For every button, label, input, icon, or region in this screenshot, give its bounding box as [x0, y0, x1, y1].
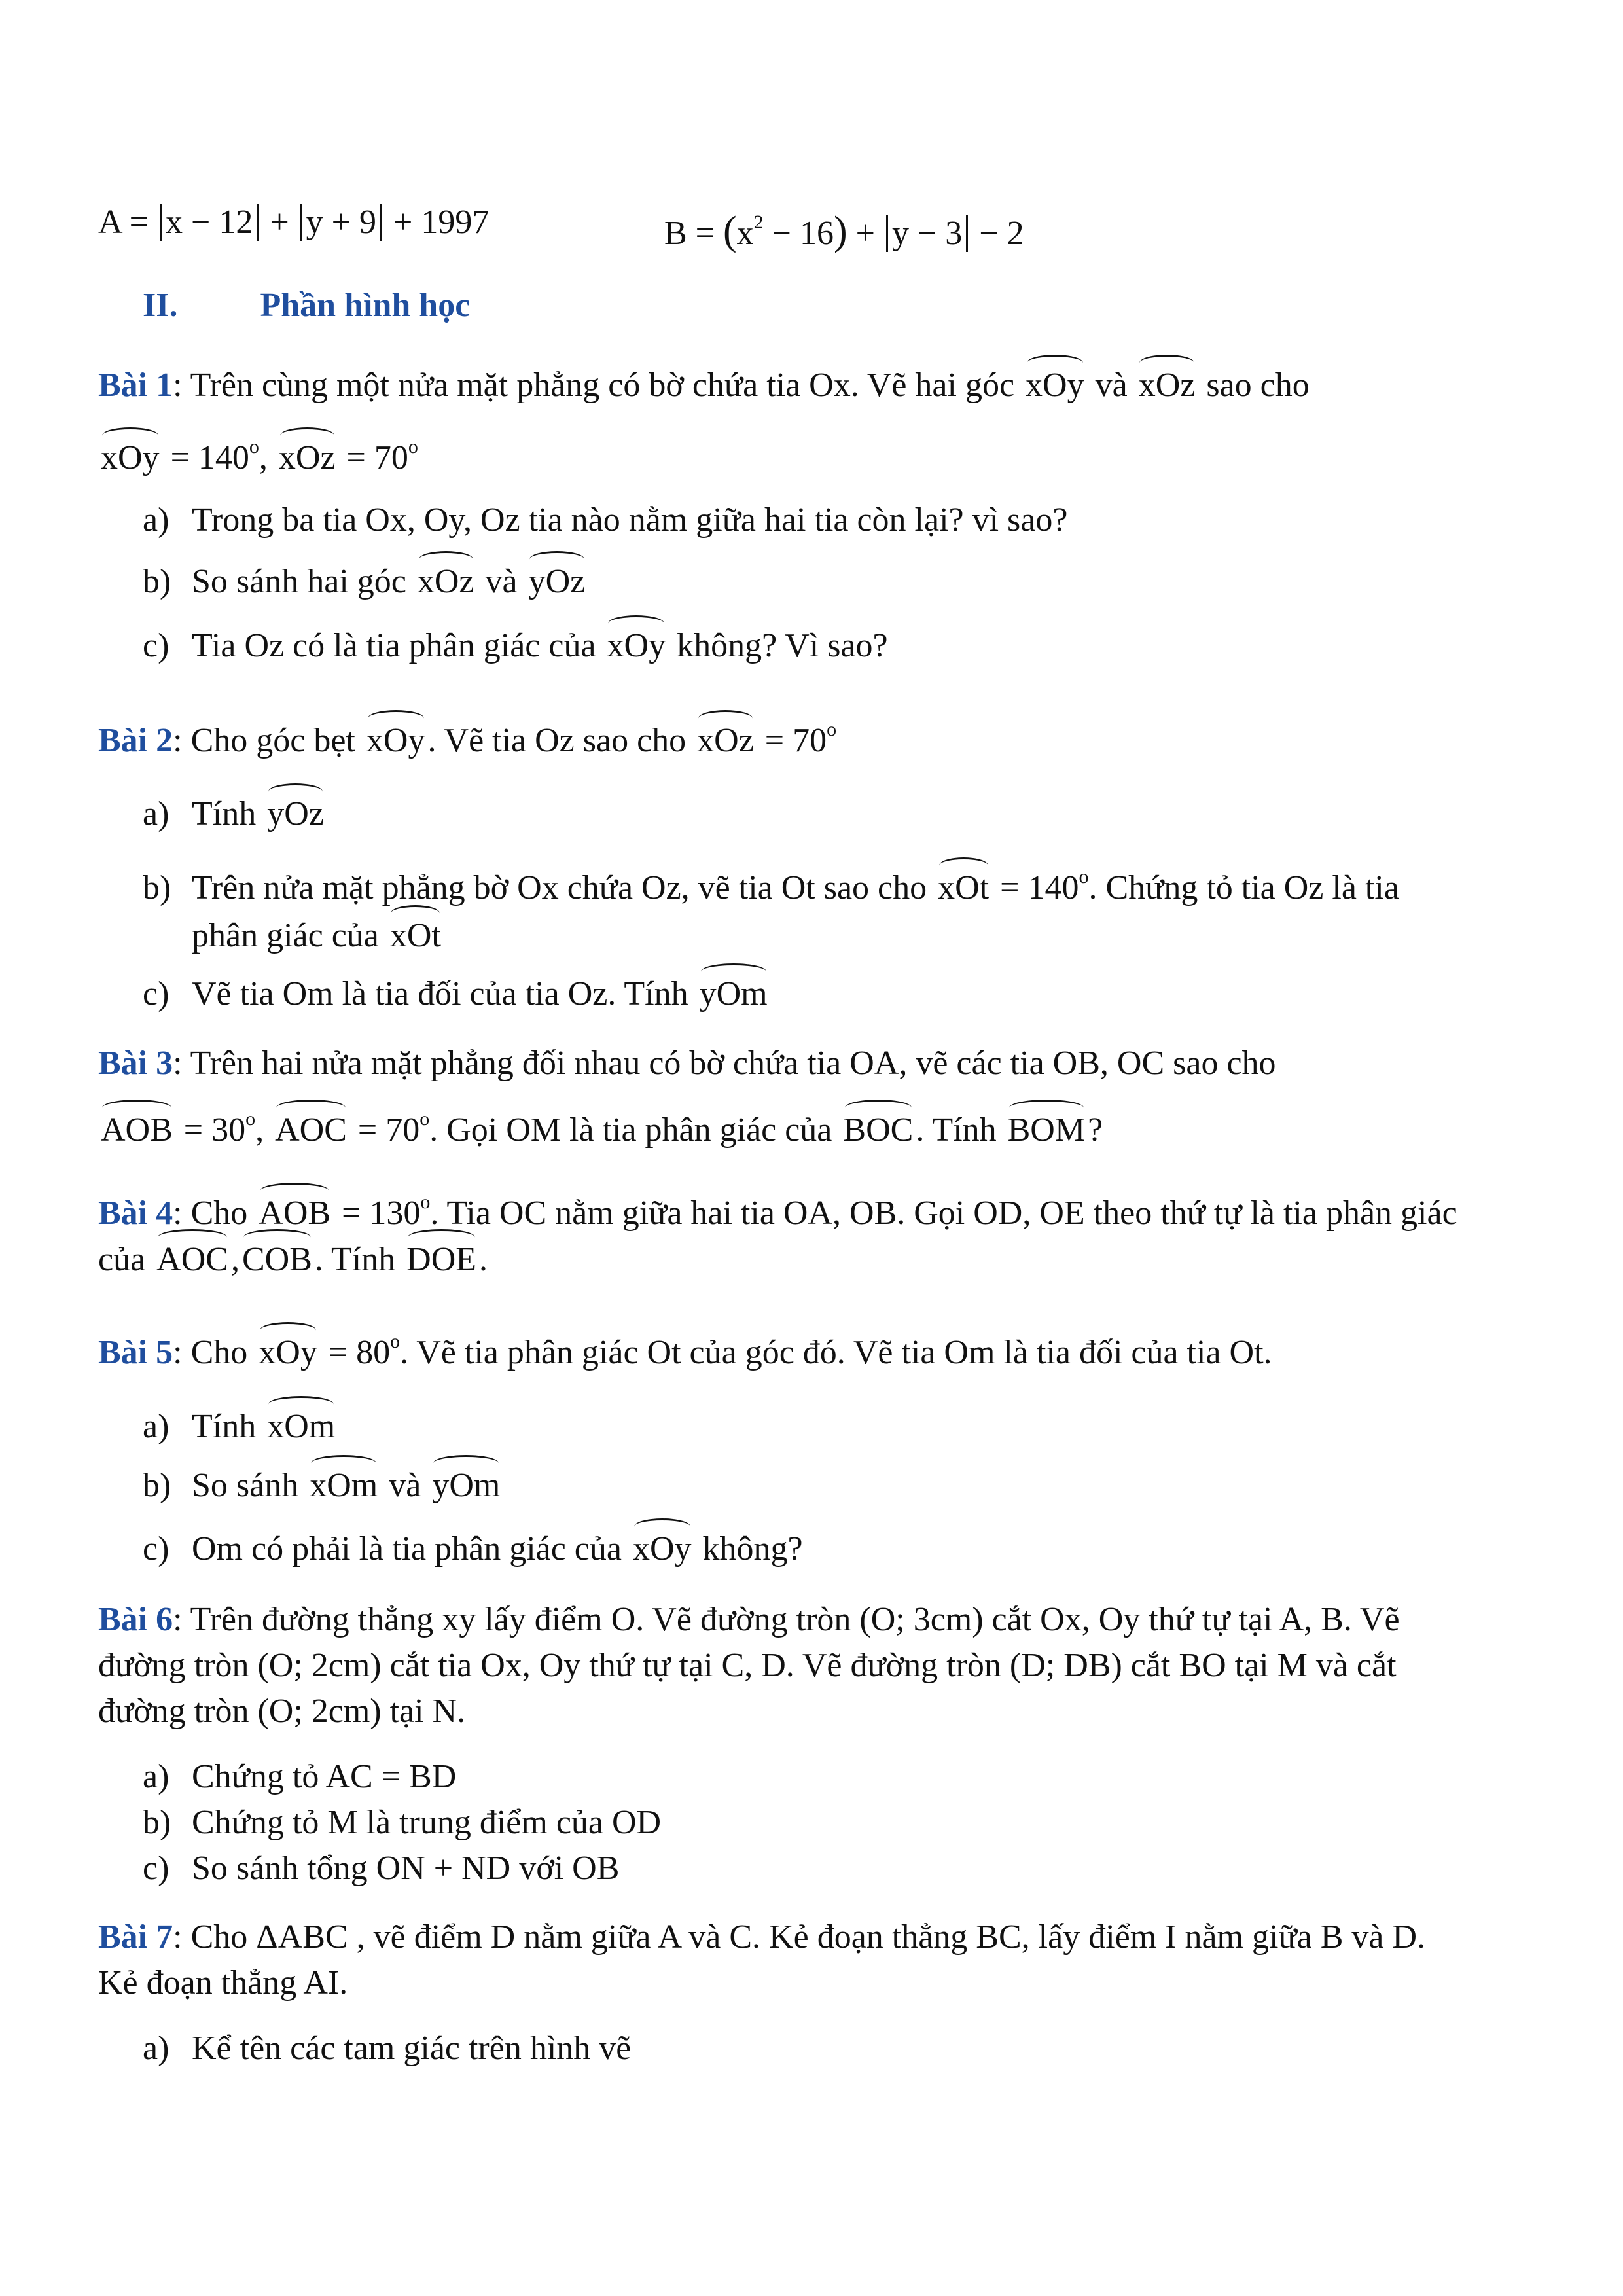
problem-3-cont: AOB = $30^o$, AOC = $70^o$. Gọi OM là tia phân giác của BOC. Tính BOM?: [98, 1096, 1103, 1153]
problem-7: [98, 1914, 1425, 1960]
problem-1-cont: xOy = $140^o$, xOz = $70^o$: [98, 424, 418, 481]
problem-2-item-c: c) Vẽ tia Om là tia đối của tia Oz. Tính yOm: [143, 970, 770, 1017]
problem-4: Bài 4: Cho AOB = $130^o$. Tia OC nằm giữa hai tia OA, OB. Gọi OD, OE theo thứ tự là tia phân giác: [98, 1179, 1457, 1236]
problem-5-item-a: a) Tính xOm: [143, 1403, 338, 1450]
problem-7-cont: Kẻ đoạn thẳng AI.: [98, 1964, 348, 2001]
problem-2-item-a: a) Tính yOz: [143, 790, 327, 837]
problem-4-label: Bài 4: [98, 1194, 173, 1232]
problem-2-item-b: b) Trên nửa mặt phẳng bờ Ox chứa Oz, vẽ tia Ot sao cho xOt = $140^o$. Chứng tỏ tia Oz là tia: [143, 854, 1399, 911]
problem-2-label: Bài 2: [98, 722, 173, 759]
problem-1-label: Bài 1: [98, 367, 173, 404]
problem-1-item-b: b) So sánh hai góc xOz và yOz: [143, 558, 588, 605]
section-number: II.: [143, 287, 178, 324]
section-heading: [143, 283, 470, 329]
problem-6-item-b: b) Chứng tỏ M là trung điểm của OD: [143, 1804, 662, 1841]
problem-7-label: Bài 7: [98, 1918, 173, 1956]
section-title: Phần hình học: [260, 287, 471, 324]
problem-5-item-c: c) Om có phải là tia phân giác của xOy không?: [143, 1525, 803, 1572]
problem-6-text: : Trên đường thẳng xy lấy điểm O. Vẽ đường tròn (O; 3cm) cắt Ox, Oy thứ tự tại A, B. Vẽ: [173, 1601, 1400, 1638]
problem-1-item-c: c) Tia Oz có là tia phân giác của xOy không? Vì sao?: [143, 622, 888, 669]
problem-2-item-b-cont: phân giác của xOt: [192, 912, 444, 959]
problem-3: Bài 3: Trên hai nửa mặt phẳng đối nhau có bờ chứa tia OA, vẽ các tia OB, OC sao cho: [98, 1045, 1276, 1082]
problem-6-item-c: c) So sánh tổng ON + ND với OB: [143, 1850, 620, 1887]
problem-3-label: Bài 3: [98, 1045, 173, 1082]
problem-1-item-a: a) Trong ba tia Ox, Oy, Oz tia nào nằm giữa hai tia còn lại? vì sao?: [143, 501, 1068, 539]
problem-1: Bài 1: Trên cùng một nửa mặt phẳng có bờ chứa tia Ox. Vẽ hai góc xOy và xOz sao cho: [98, 361, 1310, 408]
formula-b: [664, 200, 1024, 257]
formula-a: [98, 200, 489, 245]
problem-5: Bài 5: Cho xOy = $80^o$. Vẽ tia phân giác Ot của góc đó. Vẽ tia Om là tia đối của tia Ot.: [98, 1319, 1272, 1376]
problem-6-cont2: đường tròn (O; 2cm) tại N.: [98, 1693, 466, 1730]
formula-a-text: A = x − 12 + y + 9 + 1997: [98, 204, 490, 241]
problem-6-cont: đường tròn (O; 2cm) cắt tia Ox, Oy thứ tự tại C, D. Vẽ đường tròn (D; DB) cắt BO tại M và cắt: [98, 1647, 1397, 1684]
problem-6-item-a: a) Chứng tỏ AC = BD: [143, 1758, 457, 1795]
problem-7-item-a: a) Kể tên các tam giác trên hình vẽ: [143, 2030, 632, 2067]
problem-2: Bài 2: Cho góc bẹt xOy. Vẽ tia Oz sao cho xOz = $70^o$: [98, 707, 836, 764]
problem-7-text: : Cho ΔABC , vẽ điểm D nằm giữa A và C. Kẻ đoạn thẳng BC, lấy điểm I nằm giữa B và D.: [173, 1918, 1426, 1956]
problem-6: [98, 1597, 1400, 1643]
problem-4-cont: của AOC,COB. Tính DOE.: [98, 1236, 488, 1283]
formula-b-text: $B = (x^2 - 16) + y - 3 - 2$: [664, 209, 1024, 253]
problem-5-item-b: b) So sánh xOm và yOm: [143, 1462, 503, 1509]
problem-6-label: Bài 6: [98, 1601, 173, 1638]
problem-5-label: Bài 5: [98, 1334, 173, 1371]
